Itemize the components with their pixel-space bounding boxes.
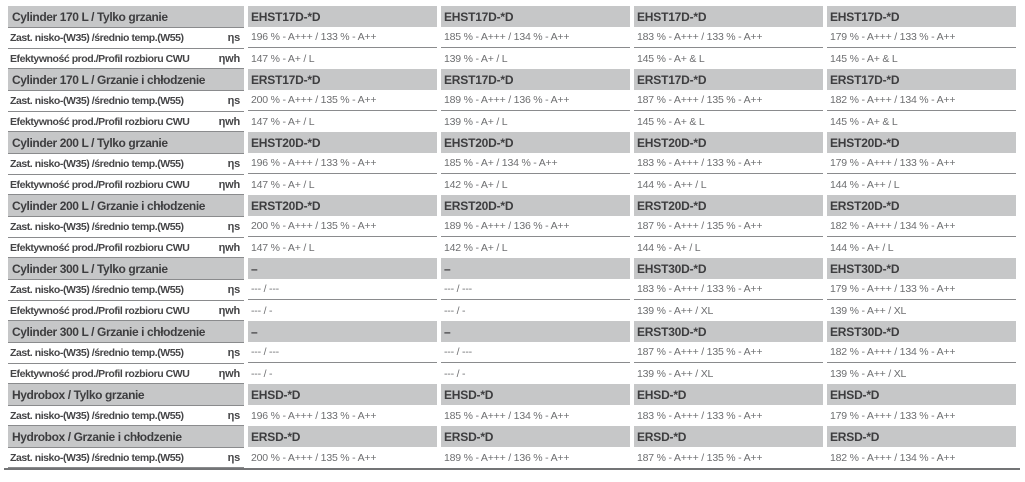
row-label-cell — [8, 300, 244, 321]
eta-s-symbol: ηs — [227, 32, 240, 44]
efficiency-value: 185 % - A+++ / 134 % - A++ — [441, 27, 630, 48]
efficiency-value: 147 % - A+ / L — [251, 52, 315, 65]
seasonal-efficiency-row — [8, 90, 1016, 111]
efficiency-value: 147 % - A+ / L — [251, 115, 315, 128]
efficiency-value: --- / --- — [248, 342, 437, 363]
model-name: – — [441, 321, 630, 342]
eta-s-symbol: ηs — [227, 284, 240, 296]
efficiency-value: 144 % - A++ / L — [637, 178, 707, 191]
eta-s-symbol: ηs — [227, 221, 240, 233]
row-label: Efektywność prod./Profil rozbioru CWU — [10, 304, 190, 317]
model-name: EHST17D-*D — [827, 6, 1016, 27]
row-label: Zast. nisko-(W35) /średnio temp.(W55) — [10, 221, 184, 233]
efficiency-value: 182 % - A+++ / 134 % - A++ — [827, 216, 1016, 237]
row-label-cell — [8, 237, 244, 258]
row-label: Zast. nisko-(W35) /średnio temp.(W55) — [10, 347, 184, 359]
dhw-efficiency-row — [8, 300, 1016, 321]
model-name: ERST20D-*D — [634, 195, 823, 216]
efficiency-value: 183 % - A+++ / 133 % - A++ — [637, 409, 763, 422]
efficiency-value: --- / - — [251, 304, 273, 317]
section-title: Cylinder 300 L / Grzanie i chłodzenie — [8, 321, 244, 342]
eta-s-symbol: ηs — [227, 158, 240, 170]
efficiency-value: 179 % - A+++ / 133 % - A++ — [827, 279, 1016, 300]
section-title: Hydrobox / Grzanie i chłodzenie — [8, 426, 244, 447]
efficiency-value: --- / --- — [248, 279, 437, 300]
efficiency-value: 145 % - A+ & L — [830, 115, 898, 128]
model-name: EHST20D-*D — [441, 132, 630, 153]
section-header-row — [8, 69, 1016, 90]
efficiency-value: 183 % - A+++ / 133 % - A++ — [634, 153, 823, 174]
efficiency-value: 183 % - A+++ / 133 % - A++ — [634, 27, 823, 48]
model-name: EHST17D-*D — [248, 6, 437, 27]
section-header-row — [8, 426, 1016, 447]
eta-wh-symbol: ηwh — [218, 178, 240, 191]
eta-s-symbol: ηs — [227, 409, 240, 422]
row-label: Zast. nisko-(W35) /średnio temp.(W55) — [10, 409, 184, 422]
model-name: EHSD-*D — [441, 384, 630, 405]
efficiency-value: 187 % - A+++ / 135 % - A++ — [637, 451, 763, 464]
seasonal-efficiency-row — [8, 447, 1016, 468]
model-name: EHST30D-*D — [634, 258, 823, 279]
row-label: Efektywność prod./Profil rozbioru CWU — [10, 52, 190, 65]
efficiency-value: 182 % - A+++ / 134 % - A++ — [827, 90, 1016, 111]
section-title: Cylinder 200 L / Tylko grzanie — [8, 132, 244, 153]
eta-s-symbol: ηs — [227, 347, 240, 359]
row-label-cell — [8, 216, 244, 237]
efficiency-value: 196 % - A+++ / 133 % - A++ — [251, 409, 377, 422]
row-label: Efektywność prod./Profil rozbioru CWU — [10, 115, 190, 128]
efficiency-value: 142 % - A+ / L — [444, 241, 508, 254]
efficiency-value: 189 % - A+++ / 136 % - A++ — [441, 90, 630, 111]
row-label-cell — [8, 174, 244, 195]
model-name: ERST17D-*D — [634, 69, 823, 90]
efficiency-value: 185 % - A+ / 134 % - A++ — [441, 153, 630, 174]
seasonal-efficiency-row — [8, 279, 1016, 300]
row-label-cell — [8, 48, 244, 69]
model-name: ERSD-*D — [827, 426, 1016, 447]
row-label-cell — [8, 90, 244, 111]
model-name: ERST20D-*D — [827, 195, 1016, 216]
section-header-row — [8, 384, 1016, 405]
model-name: EHST20D-*D — [634, 132, 823, 153]
model-name: EHSD-*D — [634, 384, 823, 405]
efficiency-value: 196 % - A+++ / 133 % - A++ — [248, 27, 437, 48]
section-header-row — [8, 132, 1016, 153]
section-title: Cylinder 300 L / Tylko grzanie — [8, 258, 244, 279]
model-name: ERST17D-*D — [441, 69, 630, 90]
efficiency-value: --- / --- — [441, 279, 630, 300]
row-label: Zast. nisko-(W35) /średnio temp.(W55) — [10, 95, 184, 107]
efficiency-value: 145 % - A+ & L — [637, 115, 705, 128]
efficiency-value: 147 % - A+ / L — [251, 241, 315, 254]
model-name: ERST17D-*D — [827, 69, 1016, 90]
row-label: Zast. nisko-(W35) /średnio temp.(W55) — [10, 32, 184, 44]
section-header-row — [8, 258, 1016, 279]
seasonal-efficiency-row — [8, 27, 1016, 48]
model-name: ERSD-*D — [248, 426, 437, 447]
eta-wh-symbol: ηwh — [218, 52, 240, 65]
efficiency-value: 179 % - A+++ / 133 % - A++ — [827, 153, 1016, 174]
efficiency-value: 187 % - A+++ / 135 % - A++ — [634, 90, 823, 111]
section-header-row — [8, 6, 1016, 27]
seasonal-efficiency-row — [8, 405, 1016, 426]
section-title: Hydrobox / Tylko grzanie — [8, 384, 244, 405]
efficiency-value: 182 % - A+++ / 134 % - A++ — [827, 342, 1016, 363]
efficiency-value: 189 % - A+++ / 136 % - A++ — [441, 216, 630, 237]
efficiency-value: 139 % - A++ / XL — [637, 367, 714, 380]
row-label-cell — [8, 279, 244, 300]
model-name: ERST30D-*D — [634, 321, 823, 342]
row-label: Zast. nisko-(W35) /średnio temp.(W55) — [10, 158, 184, 170]
model-name: ERST20D-*D — [248, 195, 437, 216]
model-name: ERSD-*D — [441, 426, 630, 447]
eta-s-symbol: ηs — [227, 95, 240, 107]
row-label-cell — [8, 405, 244, 426]
row-label: Zast. nisko-(W35) /średnio temp.(W55) — [10, 451, 184, 464]
dhw-efficiency-row — [8, 174, 1016, 195]
model-name: – — [248, 321, 437, 342]
model-name: ERSD-*D — [634, 426, 823, 447]
efficiency-value: 183 % - A+++ / 133 % - A++ — [634, 279, 823, 300]
dhw-efficiency-row — [8, 363, 1016, 384]
seasonal-efficiency-row — [8, 153, 1016, 174]
eta-wh-symbol: ηwh — [218, 367, 240, 380]
heat-pump-efficiency-table — [4, 6, 1020, 470]
dhw-efficiency-row — [8, 111, 1016, 132]
row-label-cell — [8, 447, 244, 468]
model-name: EHST17D-*D — [634, 6, 823, 27]
row-label-cell — [8, 342, 244, 363]
row-label: Efektywność prod./Profil rozbioru CWU — [10, 241, 190, 254]
row-label-cell — [8, 27, 244, 48]
dhw-efficiency-row — [8, 237, 1016, 258]
eta-wh-symbol: ηwh — [218, 304, 240, 317]
row-label: Zast. nisko-(W35) /średnio temp.(W55) — [10, 284, 184, 296]
efficiency-value: --- / - — [444, 304, 466, 317]
efficiency-value: 196 % - A+++ / 133 % - A++ — [248, 153, 437, 174]
model-name: ERST17D-*D — [248, 69, 437, 90]
model-name: – — [441, 258, 630, 279]
efficiency-value: 187 % - A+++ / 135 % - A++ — [634, 342, 823, 363]
efficiency-value: 142 % - A+ / L — [444, 178, 508, 191]
model-name: EHST20D-*D — [248, 132, 437, 153]
model-name: ERST30D-*D — [827, 321, 1016, 342]
section-header-row — [8, 195, 1016, 216]
efficiency-value: 179 % - A+++ / 133 % - A++ — [827, 27, 1016, 48]
efficiency-value: 147 % - A+ / L — [251, 178, 315, 191]
eta-wh-symbol: ηwh — [218, 115, 240, 128]
model-name: EHSD-*D — [827, 384, 1016, 405]
efficiency-value: 139 % - A+ / L — [444, 52, 508, 65]
efficiency-value: 187 % - A+++ / 135 % - A++ — [634, 216, 823, 237]
efficiency-value: --- / --- — [441, 342, 630, 363]
model-name: EHST20D-*D — [827, 132, 1016, 153]
model-name: EHSD-*D — [248, 384, 437, 405]
model-name: ERST20D-*D — [441, 195, 630, 216]
efficiency-value: 144 % - A++ / L — [830, 178, 900, 191]
efficiency-value: 139 % - A++ / XL — [637, 304, 714, 317]
efficiency-value: 144 % - A+ / L — [830, 241, 894, 254]
eta-s-symbol: ηs — [227, 451, 240, 464]
model-name: EHST17D-*D — [441, 6, 630, 27]
efficiency-value: 145 % - A+ & L — [830, 52, 898, 65]
efficiency-value: 200 % - A+++ / 135 % - A++ — [251, 451, 377, 464]
efficiency-value: 189 % - A+++ / 136 % - A++ — [444, 451, 570, 464]
efficiency-value: 139 % - A+ / L — [444, 115, 508, 128]
row-label: Efektywność prod./Profil rozbioru CWU — [10, 367, 190, 380]
efficiency-value: 200 % - A+++ / 135 % - A++ — [248, 216, 437, 237]
model-name: EHST30D-*D — [827, 258, 1016, 279]
eta-wh-symbol: ηwh — [218, 241, 240, 254]
seasonal-efficiency-row — [8, 216, 1016, 237]
section-title: Cylinder 200 L / Grzanie i chłodzenie — [8, 195, 244, 216]
model-name: – — [248, 258, 437, 279]
efficiency-value: 139 % - A++ / XL — [830, 304, 907, 317]
efficiency-value: 182 % - A+++ / 134 % - A++ — [830, 451, 956, 464]
section-title: Cylinder 170 L / Tylko grzanie — [8, 6, 244, 27]
section-title: Cylinder 170 L / Grzanie i chłodzenie — [8, 69, 244, 90]
efficiency-value: 179 % - A+++ / 133 % - A++ — [830, 409, 956, 422]
efficiency-value: --- / - — [444, 367, 466, 380]
dhw-efficiency-row — [8, 48, 1016, 69]
seasonal-efficiency-row — [8, 342, 1016, 363]
row-label-cell — [8, 153, 244, 174]
efficiency-value: --- / - — [251, 367, 273, 380]
row-label-cell — [8, 111, 244, 132]
efficiency-value: 144 % - A+ / L — [637, 241, 701, 254]
efficiency-value: 139 % - A++ / XL — [830, 367, 907, 380]
efficiency-value: 145 % - A+ & L — [637, 52, 705, 65]
efficiency-value: 200 % - A+++ / 135 % - A++ — [248, 90, 437, 111]
section-header-row — [8, 321, 1016, 342]
row-label-cell — [8, 363, 244, 384]
efficiency-value: 185 % - A+++ / 134 % - A++ — [444, 409, 570, 422]
row-label: Efektywność prod./Profil rozbioru CWU — [10, 178, 190, 191]
